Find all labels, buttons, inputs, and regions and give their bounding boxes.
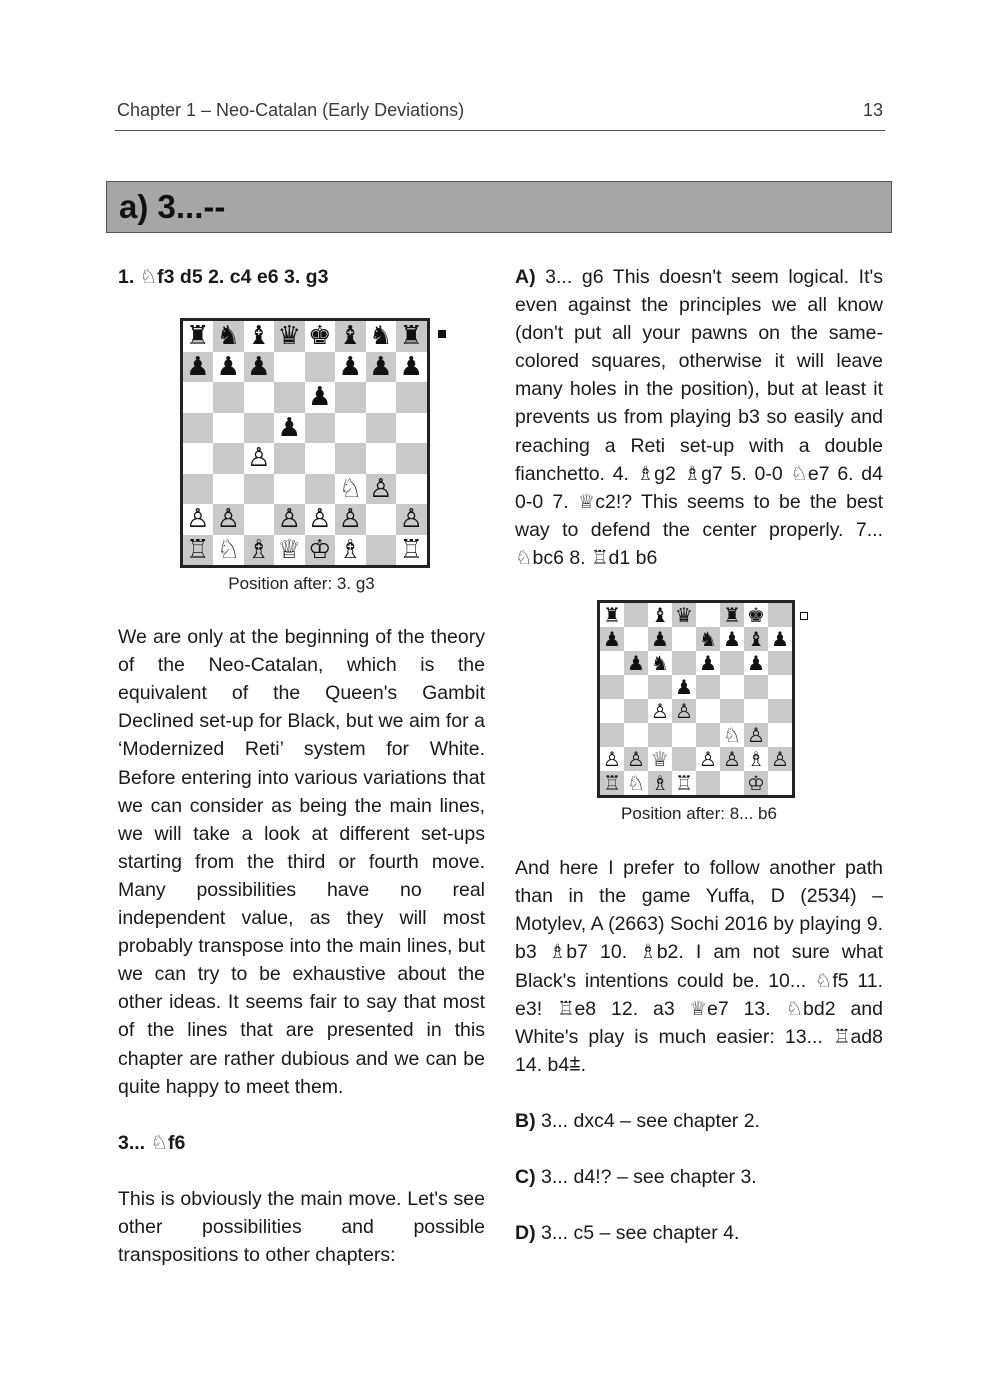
square-d7: [274, 352, 305, 383]
square-e1: [696, 771, 720, 795]
square-c3: [648, 723, 672, 747]
white-pawn-icon: ♙: [335, 504, 366, 535]
black-knight-icon: ♞: [648, 651, 672, 675]
black-pawn-icon: ♟: [366, 352, 397, 383]
variation-b: [515, 1107, 883, 1135]
white-pawn-icon: ♙: [213, 504, 244, 535]
white-pawn-icon: ♙: [672, 699, 696, 723]
black-pawn-icon: ♟: [720, 627, 744, 651]
header-rule: [115, 130, 885, 131]
black-pawn-icon: ♟: [744, 651, 768, 675]
board-rank-8: [183, 321, 427, 352]
black-pawn-icon: ♟: [244, 352, 275, 383]
square-f4: [720, 699, 744, 723]
white-bishop-icon: ♗: [335, 535, 366, 566]
chess-board-2: [597, 600, 795, 798]
white-knight-icon: ♘: [213, 535, 244, 566]
variation-a: [515, 263, 883, 572]
black-pawn-icon: ♟: [672, 675, 696, 699]
square-b8: [624, 603, 648, 627]
white-rook-icon: ♖: [396, 535, 427, 566]
board-rank-1: [600, 771, 792, 795]
square-c3: [244, 474, 275, 505]
black-bishop-icon: ♝: [744, 627, 768, 651]
square-a4: [600, 699, 624, 723]
white-king-icon: ♔: [305, 535, 336, 566]
left-column: [118, 263, 485, 1269]
white-pawn-icon: ♙: [366, 474, 397, 505]
square-d2: [672, 747, 696, 771]
square-c5: [244, 413, 275, 444]
white-bishop-icon: ♗: [244, 535, 275, 566]
chess-board-1: [180, 318, 430, 568]
white-queen-icon: ♕: [274, 535, 305, 566]
square-e5: [696, 675, 720, 699]
board-rank-2: [600, 747, 792, 771]
variation-c-text: 3... d4!? – see chapter 3.: [535, 1165, 757, 1188]
diagram-caption-2: Position after: 8... b6: [621, 804, 777, 824]
black-bishop-icon: ♝: [648, 603, 672, 627]
black-queen-icon: ♛: [672, 603, 696, 627]
white-pawn-icon: ♙: [183, 504, 214, 535]
black-rook-icon: ♜: [183, 321, 214, 352]
square-h3: [768, 723, 792, 747]
square-c5: [648, 675, 672, 699]
square-f5: [335, 413, 366, 444]
board-rank-6: [600, 651, 792, 675]
white-pawn-icon: ♙: [648, 699, 672, 723]
right-column: [515, 263, 883, 1247]
black-bishop-icon: ♝: [244, 321, 275, 352]
square-f1: [720, 771, 744, 795]
square-c6: [244, 382, 275, 413]
black-pawn-icon: ♟: [183, 352, 214, 383]
square-e3: [696, 723, 720, 747]
black-rook-icon: ♜: [720, 603, 744, 627]
square-e4: [305, 443, 336, 474]
square-h3: [396, 474, 427, 505]
variation-d-text: 3... c5 – see chapter 4.: [535, 1222, 740, 1245]
white-rook-icon: ♖: [600, 771, 624, 795]
white-queen-icon: ♕: [648, 747, 672, 771]
square-h5: [768, 675, 792, 699]
square-b3: [624, 723, 648, 747]
variation-b-label: B): [515, 1109, 536, 1132]
black-knight-icon: ♞: [366, 321, 397, 352]
black-pawn-icon: ♟: [648, 627, 672, 651]
square-d7: [672, 627, 696, 651]
variation-a-label: A): [515, 266, 536, 288]
square-b6: [213, 382, 244, 413]
square-d4: [274, 443, 305, 474]
square-c2: [244, 504, 275, 535]
board-rank-4: [183, 443, 427, 474]
black-pawn-icon: ♟: [335, 352, 366, 383]
square-e8: [696, 603, 720, 627]
variation-a-text: 3... g6 This doesn't seem logical. It's even against the principles we all know (don't put all your pawns on the same-colored squares, otherwise it will leave many holes in the position), but at least it prevents us from playing b3 so easily and reaching a Reti set-up with a double fianchetto. 4. ♗g2 ♗g7 5. 0-0 ♘e7 6. d4 0-0 7. ♕c2!? This seems to be the best way to defend the center properly. 7... ♘bc6 8. ♖d1 b6: [515, 266, 883, 569]
variation-d-label: D): [515, 1222, 536, 1245]
square-b5: [213, 413, 244, 444]
square-f5: [720, 675, 744, 699]
white-pawn-icon: ♙: [274, 504, 305, 535]
black-pawn-icon: ♟: [305, 382, 336, 413]
square-a4: [183, 443, 214, 474]
square-b4: [624, 699, 648, 723]
black-bishop-icon: ♝: [335, 321, 366, 352]
diagram-figure-2: [515, 600, 883, 824]
square-g2: [366, 504, 397, 535]
variation-d: [515, 1219, 883, 1247]
board-rank-6: [183, 382, 427, 413]
black-knight-icon: ♞: [696, 627, 720, 651]
variation-c: [515, 1163, 883, 1191]
white-pawn-icon: ♙: [696, 747, 720, 771]
white-knight-icon: ♘: [720, 723, 744, 747]
square-b5: [624, 675, 648, 699]
white-rook-icon: ♖: [672, 771, 696, 795]
black-pawn-icon: ♟: [213, 352, 244, 383]
square-e4: [696, 699, 720, 723]
square-a3: [183, 474, 214, 505]
square-h4: [768, 699, 792, 723]
white-pawn-icon: ♙: [244, 443, 275, 474]
square-f6: [720, 651, 744, 675]
black-pawn-icon: ♟: [624, 651, 648, 675]
variation-b-text: 3... dxc4 – see chapter 2.: [535, 1109, 760, 1132]
white-bishop-icon: ♗: [648, 771, 672, 795]
square-a3: [600, 723, 624, 747]
square-g4: [366, 443, 397, 474]
black-pawn-icon: ♟: [396, 352, 427, 383]
square-g5: [744, 675, 768, 699]
square-e7: [305, 352, 336, 383]
page-number: 13: [862, 100, 883, 120]
square-h6: [768, 651, 792, 675]
board-rank-3: [600, 723, 792, 747]
chapter-title: Chapter 1 – Neo-Catalan (Early Deviations): [117, 100, 465, 120]
section-heading-band: [106, 181, 892, 233]
variation-c-label: C): [515, 1165, 536, 1188]
black-rook-icon: ♜: [600, 603, 624, 627]
square-d6: [274, 382, 305, 413]
square-d3: [274, 474, 305, 505]
white-pawn-icon: ♙: [396, 504, 427, 535]
square-b4: [213, 443, 244, 474]
square-h1: [768, 771, 792, 795]
square-d3: [672, 723, 696, 747]
square-g6: [366, 382, 397, 413]
white-pawn-icon: ♙: [768, 747, 792, 771]
white-knight-icon: ♘: [624, 771, 648, 795]
white-pawn-icon: ♙: [305, 504, 336, 535]
section-title: a) 3...--: [119, 188, 226, 225]
board-rank-7: [600, 627, 792, 651]
square-g4: [744, 699, 768, 723]
body-paragraph-2: This is obviously the main move. Let's see other possibilities and possible transpositions to other chapters:: [118, 1187, 485, 1266]
move-heading-2: 3... ♘f6: [118, 1131, 186, 1154]
square-e3: [305, 474, 336, 505]
white-pawn-icon: ♙: [600, 747, 624, 771]
square-f6: [335, 382, 366, 413]
square-a6: [183, 382, 214, 413]
move-heading-1: 1. ♘f3 d5 2. c4 e6 3. g3: [118, 266, 329, 288]
board-rank-7: [183, 352, 427, 383]
black-rook-icon: ♜: [396, 321, 427, 352]
body-paragraph-1: We are only at the beginning of the theory of the Neo-Catalan, which is the equivalent of the Queen's Gambit Declined set-up for Black, but we aim for a ‘Modernized Reti’ system for White. Before entering into various variations that we can consider as being the main lines, we will take a look at different set-ups starting from the third or fourth move. Many possibilities have no real independent value, as they will most probably transpose into the main lines, but we can try to be exhaustive about the other ideas. It seems fair to say that most of the lines that are presented in this chapter are rather dubious and we can be quite happy to meet them.: [118, 626, 485, 1098]
black-pawn-icon: ♟: [696, 651, 720, 675]
square-h8: [768, 603, 792, 627]
black-king-icon: ♚: [305, 321, 336, 352]
black-queen-icon: ♛: [274, 321, 305, 352]
square-h5: [396, 413, 427, 444]
running-header: [117, 100, 883, 121]
body-paragraph-a2: And here I prefer to follow another path than in the game Yuffa, D (2534) – Motylev, A (2663) Sochi 2016 by playing 9. b3 ♗b7 10. ♗b2. I am not sure what Black's intentions could be. 10... ♘f5 11. e3! ♖e8 12. a3 ♕e7 13. ♘bd2 and White's play is much easier: 13... ♖ad8 14. b4⩲.: [515, 857, 883, 1076]
square-a6: [600, 651, 624, 675]
board-rank-4: [600, 699, 792, 723]
white-pawn-icon: ♙: [744, 723, 768, 747]
diagram-figure-1: [118, 318, 485, 594]
square-f4: [335, 443, 366, 474]
square-b3: [213, 474, 244, 505]
white-pawn-icon: ♙: [624, 747, 648, 771]
square-e5: [305, 413, 336, 444]
square-a5: [183, 413, 214, 444]
board-rank-3: [183, 474, 427, 505]
white-knight-icon: ♘: [335, 474, 366, 505]
square-d6: [672, 651, 696, 675]
black-king-icon: ♚: [744, 603, 768, 627]
white-bishop-icon: ♗: [744, 747, 768, 771]
board-rank-8: [600, 603, 792, 627]
black-to-move-indicator: [438, 330, 446, 338]
white-king-icon: ♔: [744, 771, 768, 795]
white-rook-icon: ♖: [183, 535, 214, 566]
square-h4: [396, 443, 427, 474]
board-rank-5: [183, 413, 427, 444]
board-rank-1: [183, 535, 427, 566]
square-a5: [600, 675, 624, 699]
black-pawn-icon: ♟: [600, 627, 624, 651]
black-pawn-icon: ♟: [768, 627, 792, 651]
diagram-caption-1: Position after: 3. g3: [228, 574, 375, 594]
black-knight-icon: ♞: [213, 321, 244, 352]
white-to-move-indicator: [800, 612, 808, 620]
square-g1: [366, 535, 397, 566]
square-g5: [366, 413, 397, 444]
board-rank-2: [183, 504, 427, 535]
square-h6: [396, 382, 427, 413]
board-rank-5: [600, 675, 792, 699]
black-pawn-icon: ♟: [274, 413, 305, 444]
square-b7: [624, 627, 648, 651]
white-pawn-icon: ♙: [720, 747, 744, 771]
